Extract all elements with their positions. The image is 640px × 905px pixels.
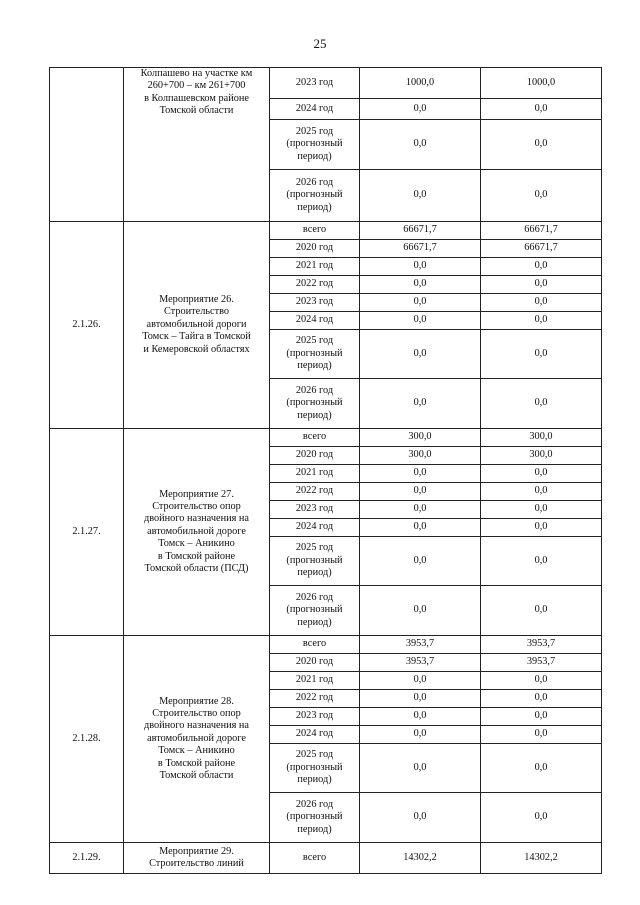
- period-cell: всего: [270, 636, 360, 654]
- activity-name-cell: [124, 222, 270, 429]
- amount-total-cell: 0,0: [360, 483, 481, 501]
- amount-budget-cell: 300,0: [481, 429, 602, 447]
- activity-name-line: двойного назначения на: [143, 513, 249, 525]
- period-cell: 2020 год: [270, 447, 360, 465]
- activity-number-cell: 2.1.29.: [50, 843, 124, 874]
- page-number: 25: [313, 36, 327, 51]
- amount-budget-cell: 0,0: [481, 483, 602, 501]
- period-cell: 2023 год: [270, 294, 360, 312]
- amount-total-cell: 0,0: [360, 379, 481, 429]
- amount-total-cell: 1000,0: [360, 68, 481, 99]
- period-cell: 2025 год (прогнозный период): [270, 330, 360, 379]
- activity-number-cell: 2.1.27.: [50, 429, 124, 636]
- period-cell: 2025 год (прогнозный период): [270, 537, 360, 586]
- amount-total-cell: 0,0: [360, 726, 481, 744]
- activity-name-cell: [124, 429, 270, 636]
- period-cell: 2022 год: [270, 690, 360, 708]
- table-row: [50, 222, 602, 240]
- period-cell: 2022 год: [270, 276, 360, 294]
- amount-budget-cell: 0,0: [481, 519, 602, 537]
- activity-name-line: Томской области: [159, 770, 234, 782]
- amount-budget-cell: 66671,7: [481, 222, 602, 240]
- activity-name-line: в Томской районе: [157, 757, 236, 769]
- amount-total-cell: 0,0: [360, 708, 481, 726]
- period-cell: 2021 год: [270, 465, 360, 483]
- activity-number-cell: 2.1.26.: [50, 222, 124, 429]
- amount-total-cell: 0,0: [360, 99, 481, 120]
- amount-budget-cell: 0,0: [481, 501, 602, 519]
- activity-name-line: Томской области (ПСД): [144, 563, 249, 575]
- activity-name-line: 260+700 – км 261+700: [147, 80, 246, 92]
- activity-name-line: Мероприятие 26.: [159, 293, 234, 305]
- period-cell: всего: [270, 429, 360, 447]
- activity-name-line: Колпашево на участке км: [140, 68, 253, 79]
- activity-name-cell: [124, 843, 270, 874]
- amount-budget-cell: 3953,7: [481, 654, 602, 672]
- activity-name-line: Мероприятие 29.: [159, 845, 234, 857]
- amount-total-cell: 0,0: [360, 312, 481, 330]
- period-cell: 2023 год: [270, 68, 360, 99]
- activity-name-line: Мероприятие 28.: [159, 695, 234, 707]
- activity-name-line: автомобильной дороге: [147, 525, 246, 537]
- amount-total-cell: 3953,7: [360, 636, 481, 654]
- activity-name-line: в Томской районе: [157, 550, 236, 562]
- activity-name-line: Томск – Аникино: [158, 538, 235, 550]
- amount-budget-cell: 66671,7: [481, 240, 602, 258]
- amount-budget-cell: 0,0: [481, 330, 602, 379]
- amount-total-cell: 0,0: [360, 294, 481, 312]
- period-cell: 2021 год: [270, 258, 360, 276]
- amount-budget-cell: 0,0: [481, 465, 602, 483]
- amount-budget-cell: 0,0: [481, 258, 602, 276]
- table-row: [50, 843, 602, 874]
- activity-name-line: и Кемеровской областях: [143, 343, 250, 355]
- activity-name-line: Строительство опор: [152, 500, 241, 512]
- amount-budget-cell: 0,0: [481, 276, 602, 294]
- amount-budget-cell: 3953,7: [481, 636, 602, 654]
- activity-name-line: автомобильной дороги: [146, 318, 247, 330]
- period-cell: 2021 год: [270, 672, 360, 690]
- amount-budget-cell: 0,0: [481, 726, 602, 744]
- period-cell: 2024 год: [270, 312, 360, 330]
- amount-total-cell: 0,0: [360, 120, 481, 170]
- amount-total-cell: 0,0: [360, 465, 481, 483]
- amount-total-cell: 0,0: [360, 501, 481, 519]
- activity-name-line: Строительство: [163, 306, 230, 318]
- activity-name-cell: [124, 636, 270, 843]
- period-cell: 2022 год: [270, 483, 360, 501]
- activity-name-line: в Колпашевском районе: [144, 92, 249, 104]
- activity-name-line: Томск – Аникино: [158, 745, 235, 757]
- amount-budget-cell: 0,0: [481, 170, 602, 222]
- amount-total-cell: 0,0: [360, 330, 481, 379]
- period-cell: 2020 год: [270, 240, 360, 258]
- amount-budget-cell: 0,0: [481, 586, 602, 636]
- amount-total-cell: 0,0: [360, 672, 481, 690]
- amount-total-cell: 0,0: [360, 793, 481, 843]
- amount-budget-cell: 0,0: [481, 744, 602, 793]
- amount-total-cell: 300,0: [360, 429, 481, 447]
- amount-total-cell: 66671,7: [360, 222, 481, 240]
- period-cell: всего: [270, 843, 360, 874]
- amount-budget-cell: 0,0: [481, 672, 602, 690]
- period-cell: 2025 год (прогнозный период): [270, 120, 360, 170]
- period-cell: 2024 год: [270, 519, 360, 537]
- amount-total-cell: 0,0: [360, 690, 481, 708]
- amount-budget-cell: 0,0: [481, 99, 602, 120]
- amount-total-cell: 0,0: [360, 537, 481, 586]
- amount-total-cell: 0,0: [360, 276, 481, 294]
- period-cell: 2024 год: [270, 726, 360, 744]
- table-row: [50, 636, 602, 654]
- period-cell: 2026 год (прогнозный период): [270, 379, 360, 429]
- amount-budget-cell: 14302,2: [481, 843, 602, 874]
- amount-budget-cell: 0,0: [481, 793, 602, 843]
- activity-name-line: Строительство линий: [149, 858, 244, 869]
- amount-total-cell: 0,0: [360, 170, 481, 222]
- amount-budget-cell: 0,0: [481, 537, 602, 586]
- amount-budget-cell: 1000,0: [481, 68, 602, 99]
- budget-table: [49, 67, 602, 874]
- amount-total-cell: 66671,7: [360, 240, 481, 258]
- amount-budget-cell: 0,0: [481, 120, 602, 170]
- period-cell: 2026 год (прогнозный период): [270, 793, 360, 843]
- activity-name-line: Томской области: [159, 105, 234, 117]
- activity-name-cell: [124, 68, 270, 222]
- period-cell: 2024 год: [270, 99, 360, 120]
- amount-total-cell: 3953,7: [360, 654, 481, 672]
- activity-number-cell: 2.1.28.: [50, 636, 124, 843]
- amount-total-cell: 0,0: [360, 586, 481, 636]
- table-row: [50, 429, 602, 447]
- amount-total-cell: 14302,2: [360, 843, 481, 874]
- activity-name-line: Томск – Тайга в Томской: [142, 331, 251, 343]
- amount-budget-cell: 0,0: [481, 312, 602, 330]
- period-cell: 2026 год (прогнозный период): [270, 586, 360, 636]
- amount-budget-cell: 0,0: [481, 294, 602, 312]
- period-cell: 2020 год: [270, 654, 360, 672]
- activity-name-line: Строительство опор: [152, 707, 241, 719]
- amount-budget-cell: 300,0: [481, 447, 602, 465]
- period-cell: 2023 год: [270, 708, 360, 726]
- period-cell: 2025 год (прогнозный период): [270, 744, 360, 793]
- activity-name-line: двойного назначения на: [143, 720, 249, 732]
- amount-total-cell: 0,0: [360, 744, 481, 793]
- activity-name-line: Мероприятие 27.: [159, 488, 234, 500]
- table-row: [50, 68, 602, 99]
- table-body: [50, 68, 602, 874]
- period-cell: 2026 год (прогнозный период): [270, 170, 360, 222]
- amount-budget-cell: 0,0: [481, 690, 602, 708]
- amount-total-cell: 0,0: [360, 519, 481, 537]
- amount-budget-cell: 0,0: [481, 708, 602, 726]
- period-cell: 2023 год: [270, 501, 360, 519]
- amount-total-cell: 0,0: [360, 258, 481, 276]
- amount-budget-cell: 0,0: [481, 379, 602, 429]
- activity-number-cell: [50, 68, 124, 222]
- period-cell: всего: [270, 222, 360, 240]
- amount-total-cell: 300,0: [360, 447, 481, 465]
- activity-name-line: автомобильной дороге: [147, 732, 246, 744]
